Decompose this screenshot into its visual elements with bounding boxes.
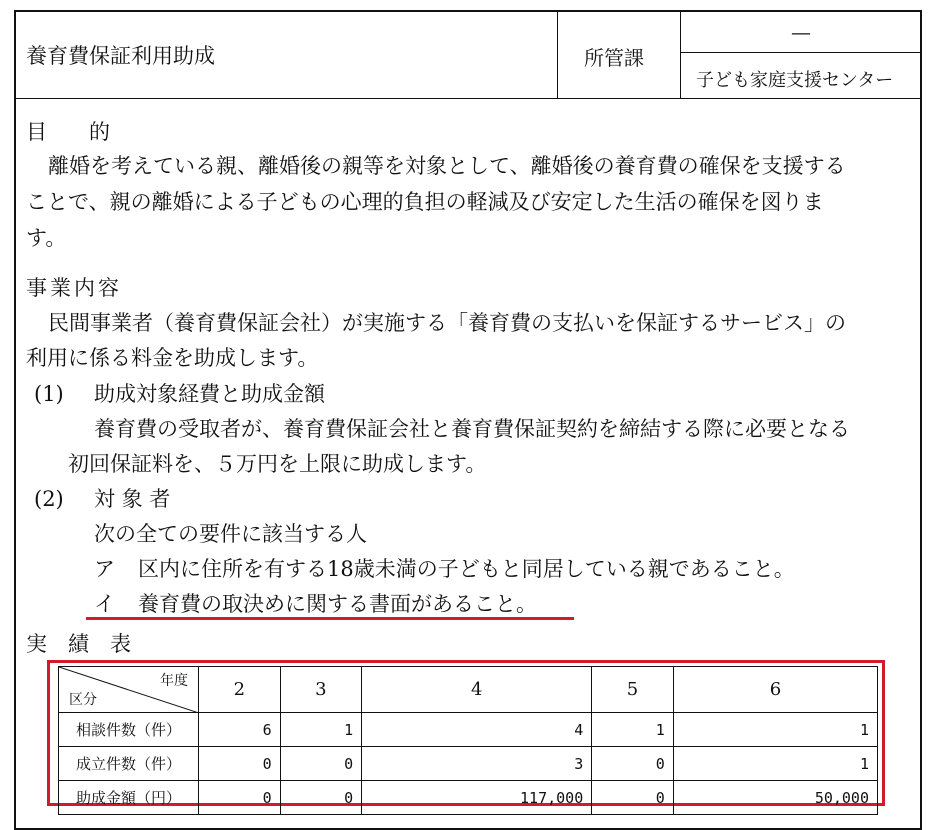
table-corner-cell xyxy=(59,667,199,713)
divider xyxy=(680,12,681,98)
purpose-line-1: 離婚を考えている親、離婚後の親等を対象として、離婚後の養育費の確保を支援する xyxy=(48,154,846,178)
requirement-i: 養育費の取決めに関する書面があること。 xyxy=(138,592,537,616)
table-cell: 117,000 xyxy=(362,781,592,815)
dept-name: 子ども家庭支援センター xyxy=(696,70,894,91)
table-cell: 6 xyxy=(199,713,281,747)
table-cell: 1 xyxy=(673,747,877,781)
table-cell: 0 xyxy=(280,781,362,815)
business-heading: 事業内容 xyxy=(26,276,122,300)
item-title: 助成対象経費と助成金額 xyxy=(94,382,325,406)
highlight-underline xyxy=(86,617,574,620)
table-header-row xyxy=(59,667,878,713)
results-heading: 実 績 表 xyxy=(26,632,131,656)
header-bar xyxy=(16,12,920,99)
requirement-mark: イ xyxy=(94,592,115,616)
table-cell: 4 xyxy=(362,713,592,747)
item-line: 養育費の受取者が、養育費保証会社と養育費保証契約を締結する際に必要となる xyxy=(94,417,850,441)
project-title: 養育費保証利用助成 xyxy=(26,44,215,68)
table-cell: 0 xyxy=(199,747,281,781)
table-cell: 50,000 xyxy=(673,781,877,815)
table-cell: 0 xyxy=(280,747,362,781)
requirement-mark: ア xyxy=(94,557,115,581)
corner-category-label: 区分 xyxy=(69,692,97,708)
table-row xyxy=(59,747,878,781)
business-line-2: 利用に係る料金を助成します。 xyxy=(26,346,319,370)
dept-label: 所管課 xyxy=(584,46,644,70)
divider xyxy=(680,52,920,53)
year-header: 3 xyxy=(280,667,362,713)
table-cell: 0 xyxy=(592,781,674,815)
table-row xyxy=(59,713,878,747)
purpose-line-3: す。 xyxy=(26,226,67,250)
table-cell: 0 xyxy=(199,781,281,815)
table-cell: 1 xyxy=(592,713,674,747)
item-line: 初回保証料を、５万円を上限に助成します。 xyxy=(68,452,487,476)
year-header: 6 xyxy=(673,667,877,713)
row-label: 相談件数（件） xyxy=(59,713,199,747)
requirement-a: 区内に住所を有する18歳未満の子どもと同居している親であること。 xyxy=(138,557,795,581)
item-title: 対 象 者 xyxy=(94,487,171,511)
results-table-highlight xyxy=(47,660,885,806)
table-cell: 1 xyxy=(673,713,877,747)
row-label: 助成金額（円） xyxy=(59,781,199,815)
item-number: (1) xyxy=(34,382,64,406)
corner-year-label: 年度 xyxy=(160,673,188,689)
year-header: 5 xyxy=(592,667,674,713)
table-cell: 1 xyxy=(280,713,362,747)
year-header: 2 xyxy=(199,667,281,713)
item-intro: 次の全ての要件に該当する人 xyxy=(94,522,367,546)
business-line-1: 民間事業者（養育費保証会社）が実施する「養育費の支払いを保証するサービス」の xyxy=(48,311,846,335)
results-table xyxy=(58,666,878,815)
table-cell: 0 xyxy=(592,747,674,781)
dept-top-cell: — xyxy=(791,20,811,44)
year-header: 4 xyxy=(362,667,592,713)
purpose-heading: 目 的 xyxy=(26,120,110,144)
divider xyxy=(557,12,558,98)
row-label: 成立件数（件） xyxy=(59,747,199,781)
item-number: (2) xyxy=(34,487,64,511)
table-cell: 3 xyxy=(362,747,592,781)
table-row xyxy=(59,781,878,815)
purpose-line-2: ことで、親の離婚による子どもの心理的負担の軽減及び安定した生活の確保を図りま xyxy=(26,190,824,214)
